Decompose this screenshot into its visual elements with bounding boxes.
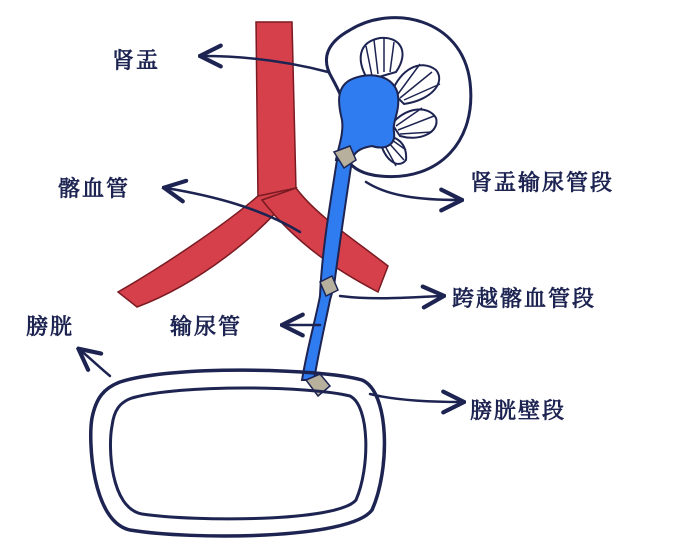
label-bladder: 膀胱 [26, 315, 75, 340]
iliac-vessel-trunk [256, 22, 296, 200]
arrow-ureteropelvic-segment [366, 182, 460, 200]
label-iliac-crossing-segment: 跨越髂血管段 [452, 287, 597, 312]
label-ureteropelvic-segment: 肾盂输尿管段 [470, 171, 615, 196]
label-iliac-vessels: 髂血管 [58, 177, 131, 202]
arrow-iliac-crossing-segment [340, 296, 442, 298]
arrow-bladder [80, 350, 110, 376]
label-bladder-wall-segment: 膀胱壁段 [470, 399, 567, 424]
label-renal-pelvis: 肾盂 [112, 49, 161, 74]
bladder [91, 370, 385, 536]
bladder-inner-wall [110, 388, 365, 519]
arrow-bladder-wall-segment [370, 394, 462, 402]
label-ureter: 输尿管 [170, 315, 243, 340]
